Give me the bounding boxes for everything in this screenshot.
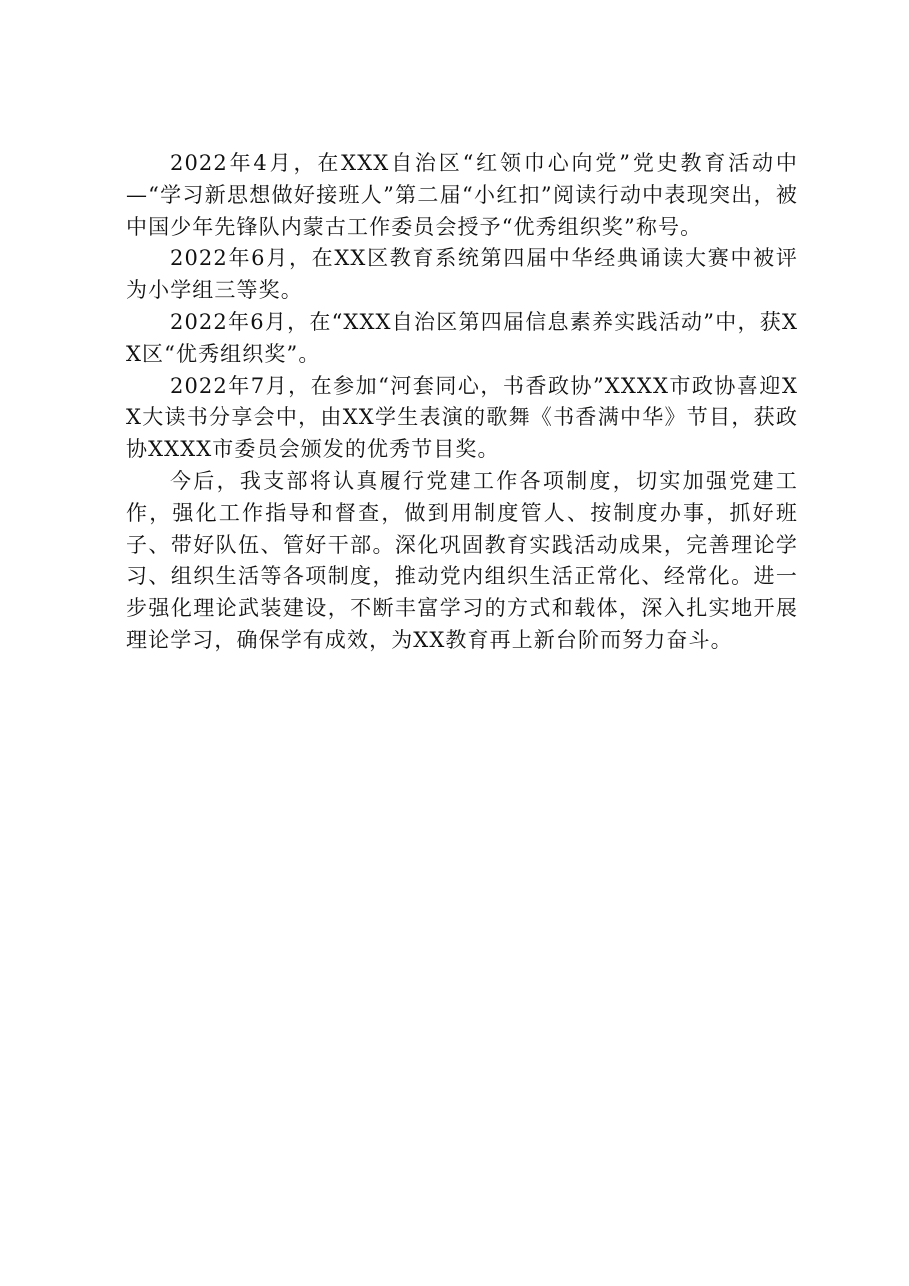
paragraph-future-plan: 今后，我支部将认真履行党建工作各项制度，切实加强党建工作，强化工作指导和督查，做到用制度管人、按制度办事，抓好班子、带好队伍、管好干部。深化巩固教育实践活动成果，完善理论学习、组织生活等各项制度，推动党内组织生活正常化、经常化。进一步强化理论武装建设，不断丰富学习的方式和载体，深入扎实地开展理论学习，确保学有成效，为XX教育再上新台阶而努力奋斗。 [126, 468, 798, 652]
document-body [126, 148, 798, 657]
paragraph-award-june-info: 2022年6月，在“XXX自治区第四届信息素养实践活动”中，获XX区“优秀组织奖”。 [126, 309, 798, 366]
paragraph-award-june-reading: 2022年6月，在XX区教育系统第四届中华经典诵读大赛中被评为小学组三等奖。 [126, 246, 798, 303]
paragraph-award-july: 2022年7月，在参加“河套同心，书香政协”XXXX市政协喜迎XX大读书分享会中，由XX学生表演的歌舞《书香满中华》节目，获政协XXXX市委员会颁发的优秀节目奖。 [126, 373, 798, 462]
paragraph-award-april: 2022年4月，在XXX自治区“红领巾心向党”党史教育活动中—“学习新思想做好接班人”第二届“小红扣”阅读行动中表现突出，被中国少年先锋队内蒙古工作委员会授予“优秀组织奖”称号。 [126, 151, 798, 239]
